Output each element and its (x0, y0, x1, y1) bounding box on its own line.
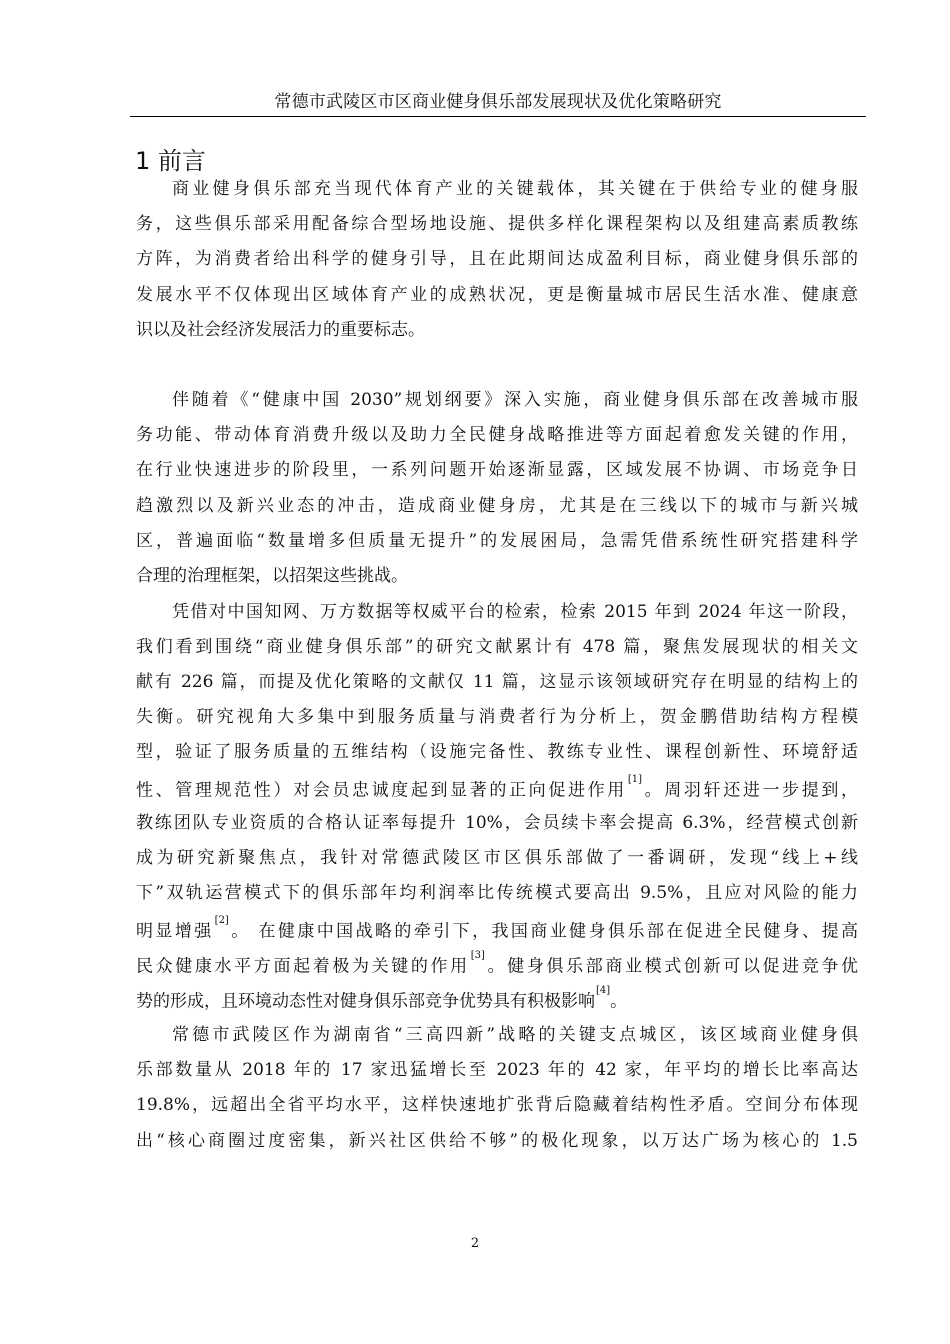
citation-marker: [2] (214, 915, 229, 926)
body-line: 趋激烈以及新兴业态的冲击，造成商业健身房，尤其是在三线以下的城市与新兴城 (136, 496, 858, 516)
body-line: 明显增强[2]。 在健康中国战略的牵引下，我国商业健身俱乐部在促进全民健身、提高 (136, 915, 859, 942)
body-line: 伴随着《“健康中国 2030”规划纲要》深入实施，商业健身俱乐部在改善城市服 (172, 390, 858, 410)
header-rule (130, 116, 866, 117)
body-line: 民众健康水平方面起着极为关键的作用[3]。健身俱乐部商业模式创新可以促进竞争优 (136, 950, 859, 977)
body-line: 务，这些俱乐部采用配备综合型场地设施、提供多样化课程架构以及组建高素质教练 (136, 214, 858, 234)
body-line: 区，普遍面临“数量增多但质量无提升”的发展困局，急需凭借系统性研究搭建科学 (136, 531, 858, 551)
body-line: 失衡。研究视角大多集中到服务质量与消费者行为分析上，贺金鹏借助结构方程模 (136, 707, 858, 727)
body-line: 下”双轨运营模式下的俱乐部年均利润率比传统模式要高出 9.5%，且应对风险的能力 (136, 883, 858, 903)
citation-marker: [4] (596, 985, 611, 996)
body-line: 方阵，为消费者给出科学的健身引导，且在此期间达成盈利目标，商业健身俱乐部的 (136, 249, 858, 269)
body-line: 型，验证了服务质量的五维结构（设施完备性、教练专业性、课程创新性、环境舒适 (136, 742, 858, 762)
body-line: 乐部数量从 2018 年的 17 家迅猛增长至 2023 年的 42 家，年平均的增长比率高达 (136, 1060, 858, 1080)
body-line: 凭借对中国知网、万方数据等权威平台的检索，检索 2015 年到 2024 年这一阶段， (172, 602, 858, 622)
running-header: 常德市武陵区市区商业健身俱乐部发展现状及优化策略研究 (274, 92, 722, 112)
citation-marker: [3] (470, 950, 485, 961)
body-line: 教练团队专业资质的合格认证率每提升 10%，会员续卡率会提高 6.3%，经营模式创新 (136, 813, 858, 833)
body-line: 合理的治理框架，以招架这些挑战。 (136, 566, 408, 586)
section-title: 1 前言 (135, 147, 206, 175)
body-line: 势的形成，且环境动态性对健身俱乐部竞争优势具有积极影响[4]。 (136, 985, 628, 1012)
body-line: 我们看到围绕“商业健身俱乐部”的研究文献累计有 478 篇，聚焦发展现状的相关文 (136, 637, 858, 657)
body-line: 商业健身俱乐部充当现代体育产业的关键载体，其关键在于供给专业的健身服 (172, 179, 858, 199)
body-line: 19.8%，远超出全省平均水平，这样快速地扩张背后隐藏着结构性矛盾。空间分布体现 (136, 1095, 858, 1115)
body-line: 常德市武陵区作为湖南省“三高四新”战略的关键支点城区，该区域商业健身俱 (172, 1025, 858, 1045)
body-line: 在行业快速进步的阶段里，一系列问题开始逐渐显露，区域发展不协调、市场竞争日 (136, 460, 858, 480)
body-line: 献有 226 篇，而提及优化策略的文献仅 11 篇，这显示该领域研究存在明显的结构上的 (136, 672, 858, 692)
body-line: 性、管理规范性）对会员忠诚度起到显著的正向促进作用[1]。周羽轩还进一步提到， (136, 774, 859, 801)
citation-marker: [1] (627, 774, 643, 785)
body-line: 成为研究新聚焦点，我针对常德武陵区市区俱乐部做了一番调研，发现“线上+线 (136, 848, 858, 868)
page-number: 2 (470, 1236, 480, 1251)
body-line: 务功能、带动体育消费升级以及助力全民健身战略推进等方面起着愈发关键的作用， (136, 425, 858, 445)
body-line: 出“核心商圈过度密集，新兴社区供给不够”的极化现象，以万达广场为核心的 1.5 (136, 1131, 858, 1151)
body-line: 识以及社会经济发展活力的重要标志。 (136, 320, 425, 340)
body-line: 发展水平不仅体现出区域体育产业的成熟状况，更是衡量城市居民生活水准、健康意 (136, 285, 858, 305)
